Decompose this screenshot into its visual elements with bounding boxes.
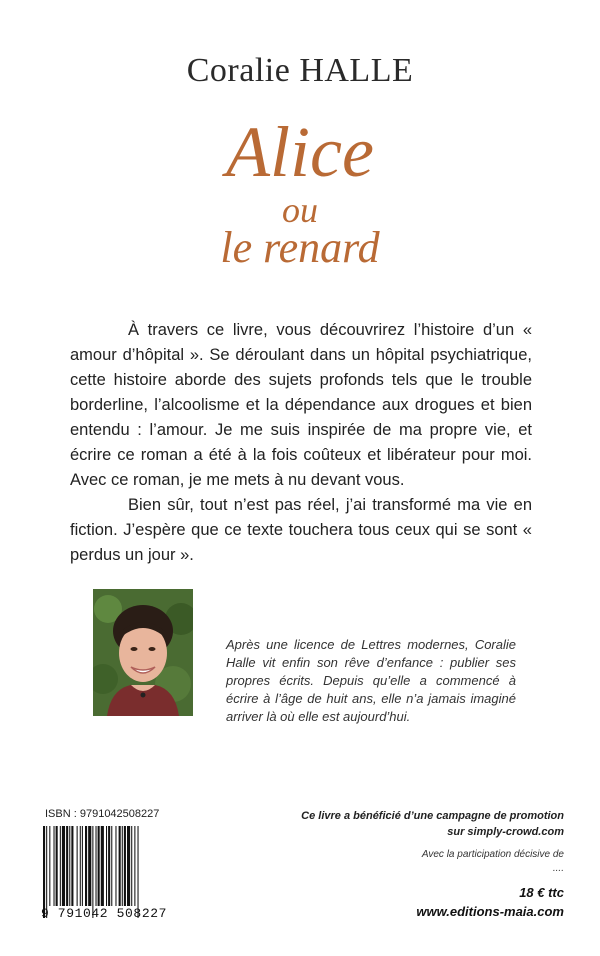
barcode-bar — [54, 826, 55, 906]
barcode-bar — [85, 826, 87, 906]
isbn-label: ISBN : 9791042508227 — [45, 808, 160, 820]
barcode-bar — [98, 826, 100, 906]
barcode-bar — [92, 826, 93, 918]
barcode-bar — [115, 826, 116, 906]
author-name: Coralie HALLE — [186, 52, 414, 89]
barcode-bar — [82, 826, 83, 906]
barcode-bar — [138, 826, 139, 918]
barcode-bar — [88, 826, 91, 906]
blurb-paragraph: À travers ce livre, vous découvrirez l’histoire d’un « amour d’hôpital ». Se déroulant dans un hôpital psychiatrique, cette histoire aborde des sujets profonds tels que le trouble borderline, l’alcoolisme et la dépendance aux drogues et bien entendu : l’amour. Je me suis inspirée de ma propre vie, et écrire ce roman a été à la fois coûteux et libérateur pour moi. Avec ce roman, je me mets à nu devant vous. — [70, 321, 532, 489]
barcode-bar — [77, 826, 78, 906]
barcode-bar — [46, 826, 47, 918]
barcode-bar — [119, 826, 121, 906]
barcode-bar — [69, 826, 70, 906]
blurb-paragraph: Bien sûr, tout n’est pas réel, j’ai transformé ma vie en fiction. J’espère que ce texte touchera tous ceux qui se sont « perdus un jour ». — [70, 496, 532, 564]
participation-dots: .... — [552, 863, 564, 874]
barcode-bar — [56, 826, 58, 906]
back-cover-blurb — [70, 318, 532, 568]
barcode-bar — [80, 826, 81, 906]
barcode-digits: 9 791042 508227 — [41, 906, 168, 921]
barcode-bar — [101, 826, 104, 906]
price: 18 € ttc — [519, 885, 564, 900]
barcode-bar — [111, 826, 112, 906]
barcode-bar — [71, 826, 73, 906]
author-bio: Après une licence de Lettres modernes, Coralie Halle vit enfin son rêve d’enfance : publier ses propres écrits. Depuis qu’elle a commencé à écrire à l’âge de huit ans, elle n’a jamais imaginé arriver là où elle est aujourd’hui. — [226, 637, 516, 724]
book-subtitle: le renard — [220, 223, 380, 272]
barcode-bar — [124, 826, 126, 906]
promo-site: sur simply-crowd.com — [447, 826, 564, 838]
barcode-bar — [60, 826, 61, 906]
participation-line: Avec la participation décisive de — [421, 849, 564, 860]
barcode-bar — [131, 826, 132, 906]
barcode-bar — [96, 826, 97, 906]
barcode-bar — [49, 826, 50, 906]
promo-notice — [284, 808, 564, 840]
barcode-bar — [66, 826, 68, 906]
barcode-bar — [62, 826, 65, 906]
participation-notice — [284, 848, 564, 876]
barcode-bar — [122, 826, 123, 906]
promo-line: Ce livre a bénéficié d’une campagne de promotion — [301, 810, 564, 822]
barcode-bar — [106, 826, 107, 906]
book-title: Alice — [226, 112, 374, 192]
author-photo — [93, 589, 193, 716]
barcode-bar — [108, 826, 110, 906]
author-portrait-image — [93, 589, 193, 716]
barcode-bar — [127, 826, 130, 906]
publisher-website: www.editions-maia.com — [416, 904, 564, 919]
barcode-bar — [43, 826, 45, 918]
barcode-bar — [134, 826, 135, 906]
title-connector: ou — [282, 190, 318, 230]
